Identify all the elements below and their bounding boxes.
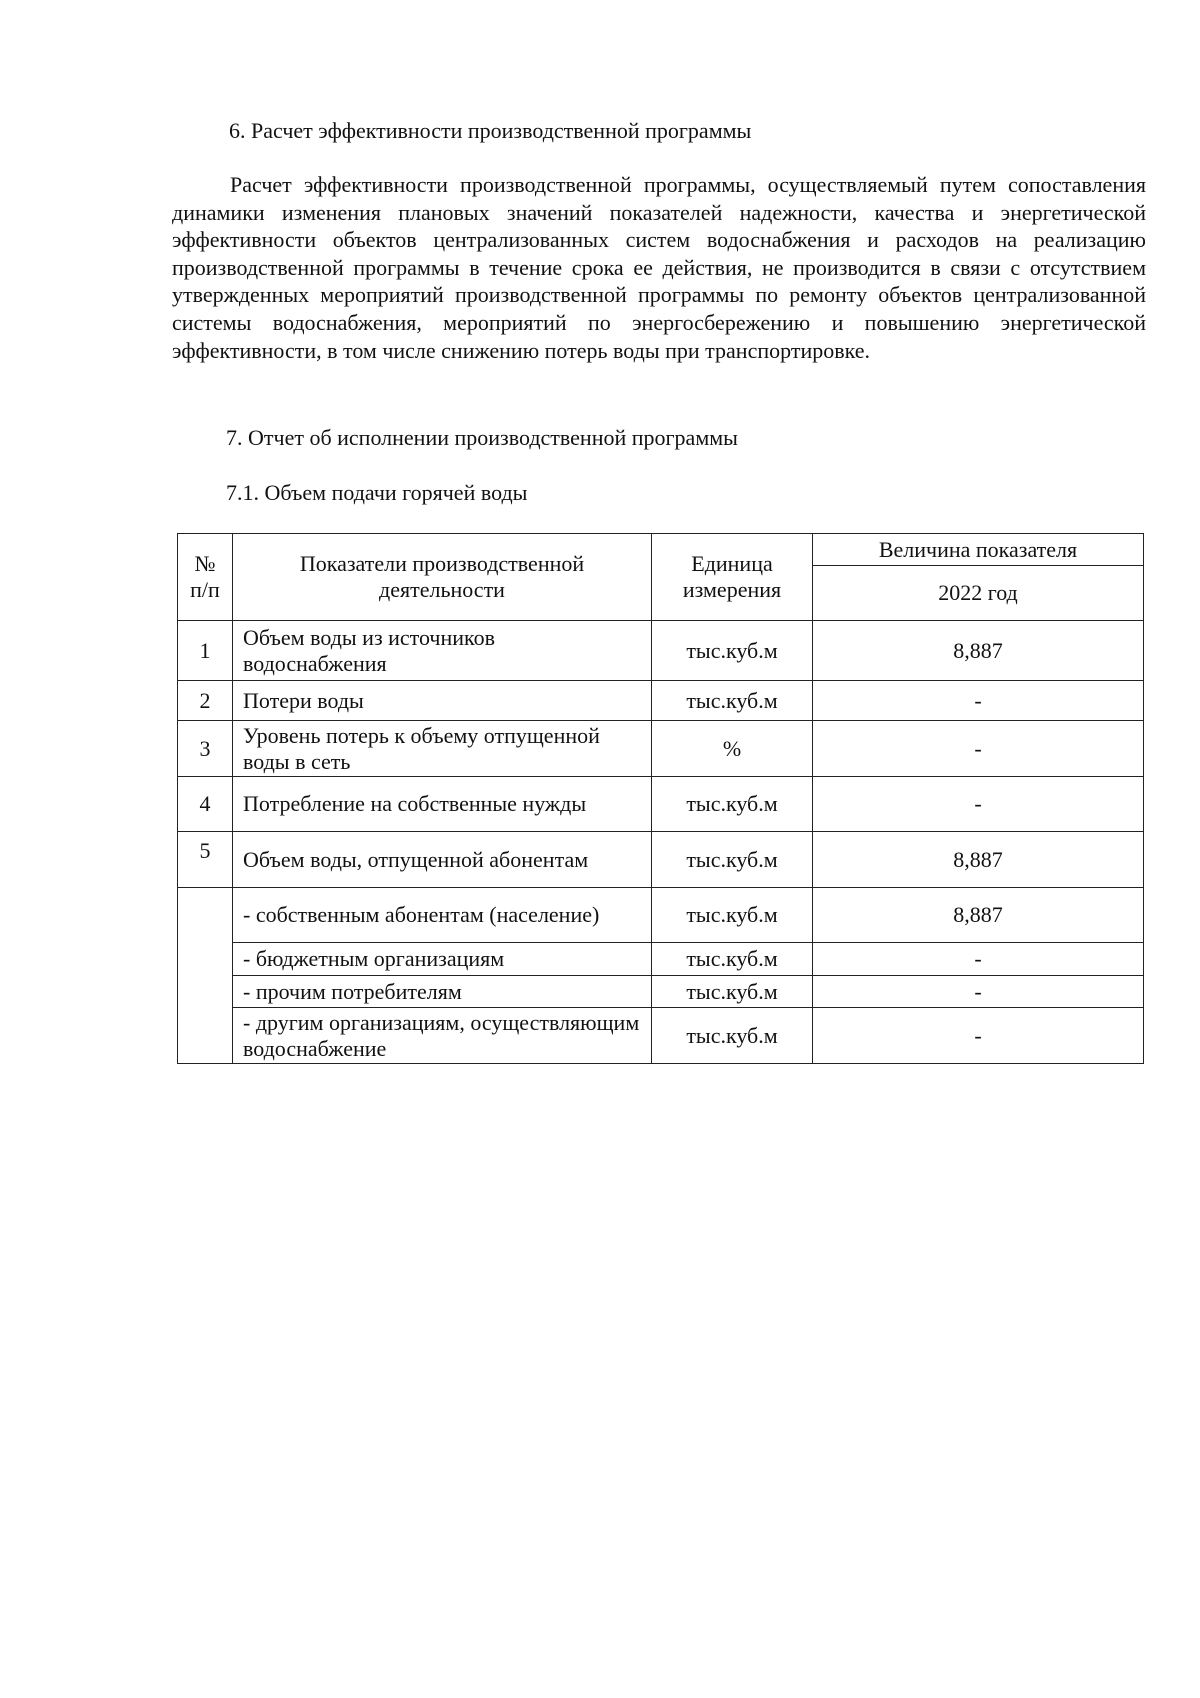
table-subrow <box>178 943 1144 976</box>
row-unit: тыс.куб.м <box>652 777 813 832</box>
table-subrow <box>178 888 1144 943</box>
header-year: 2022 год <box>813 566 1144 621</box>
row-name: Потери воды <box>233 681 652 721</box>
row-value: - <box>813 721 1144 777</box>
row-value: 8,887 <box>813 621 1144 681</box>
subrow-name: - прочим потребителям <box>233 976 652 1008</box>
section-6-title: 6. Расчет эффективности производственной программы <box>229 118 752 143</box>
row-value: - <box>813 681 1144 721</box>
row-unit: тыс.куб.м <box>652 621 813 681</box>
subrow-name: - бюджетным организациям <box>233 943 652 976</box>
row-unit: тыс.куб.м <box>652 832 813 888</box>
table-row <box>178 721 1144 777</box>
section-6-paragraph: Расчет эффективности производственной программы, осуществляемый путем сопоставления динамики изменения плановых значений показателей надежности, качества и энергетической эффективности объектов централизованных систем водоснабжения и расходов на реализацию производственной программы в течение срока ее действия, не производится в связи с отсутствием утвержденных мероприятий производственной программы по ремонту объектов централизованной системы водоснабжения, мероприятий по энергосбережению и повышению энергетической эффективности, в том числе снижению потерь воды при транспортировке. <box>172 172 1146 363</box>
subrow-name: - собственным абонентам (население) <box>233 888 652 943</box>
header-name: Показатели производственной деятельности <box>233 534 652 621</box>
subrow-value: 8,887 <box>813 888 1144 943</box>
table-header-row <box>178 534 1144 566</box>
table-row <box>178 777 1144 832</box>
section-7-1-title: 7.1. Объем подачи горячей воды <box>226 480 528 505</box>
table-subrow <box>178 1008 1144 1064</box>
section-7-title: 7. Отчет об исполнении производственной программы <box>226 425 738 450</box>
subrow-value: - <box>813 976 1144 1008</box>
table-subrow <box>178 976 1144 1008</box>
row-num: 5 <box>178 832 233 888</box>
row-name: Объем воды из источников водоснабжения <box>233 621 652 681</box>
subrow-unit: тыс.куб.м <box>652 888 813 943</box>
header-num: № п/п <box>178 534 233 621</box>
table-row <box>178 832 1144 888</box>
subrow-num-blank <box>178 888 233 1064</box>
subrow-unit: тыс.куб.м <box>652 976 813 1008</box>
subrow-unit: тыс.куб.м <box>652 943 813 976</box>
row-num: 2 <box>178 681 233 721</box>
subrow-name: - другим организациям, осуществляющим водоснабжение <box>233 1008 652 1064</box>
row-value: 8,887 <box>813 832 1144 888</box>
row-unit: % <box>652 721 813 777</box>
row-num: 3 <box>178 721 233 777</box>
row-num: 4 <box>178 777 233 832</box>
row-name: Объем воды, отпущенной абонентам <box>233 832 652 888</box>
subrow-value: - <box>813 1008 1144 1064</box>
table-row <box>178 621 1144 681</box>
header-value-group: Величина показателя <box>813 534 1144 566</box>
row-value: - <box>813 777 1144 832</box>
row-unit: тыс.куб.м <box>652 681 813 721</box>
row-name: Уровень потерь к объему отпущенной воды в сеть <box>233 721 652 777</box>
header-unit: Единица измерения <box>652 534 813 621</box>
table-row <box>178 681 1144 721</box>
subrow-value: - <box>813 943 1144 976</box>
row-name: Потребление на собственные нужды <box>233 777 652 832</box>
hot-water-supply-table <box>177 533 1144 1064</box>
row-num: 1 <box>178 621 233 681</box>
subrow-unit: тыс.куб.м <box>652 1008 813 1064</box>
